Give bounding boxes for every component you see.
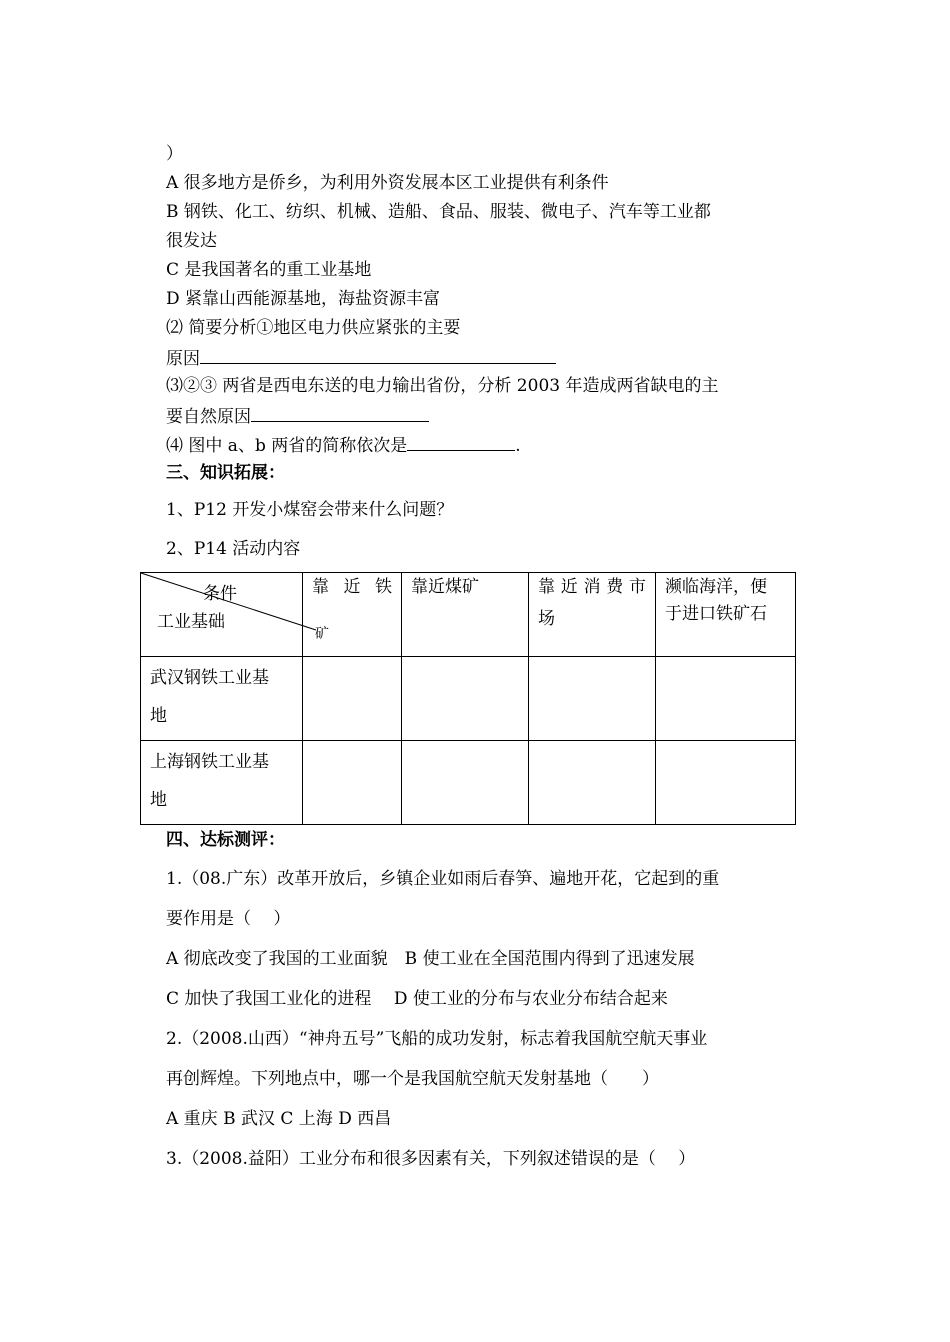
header-col3-text-a: 靠近消费市 bbox=[538, 577, 646, 597]
test-q2-line1: 2.（2008.山西）“神舟五号”飞船的成功发射，标志着我国航空航天事业 bbox=[166, 1029, 708, 1049]
question-2-label: 原因 bbox=[166, 349, 200, 369]
question-3-label: 要自然原因 bbox=[166, 407, 251, 427]
header-col2-text: 靠近煤矿 bbox=[411, 577, 479, 597]
option-a: A 很多地方是侨乡，为利用外资发展本区工业提供有利条件 bbox=[166, 173, 609, 193]
cell-shanghai-iron[interactable] bbox=[303, 741, 402, 825]
header-col-near-coal bbox=[402, 573, 529, 657]
answer-blank-3[interactable] bbox=[251, 405, 429, 422]
row-wuhan-text-a: 武汉钢铁工业基 bbox=[150, 668, 269, 688]
table-row-wuhan bbox=[141, 657, 796, 741]
section-4-heading: 四、达标测评： bbox=[166, 830, 285, 850]
header-col1-text: 靠近铁 bbox=[312, 577, 392, 597]
row-label-wuhan bbox=[141, 657, 303, 741]
header-col4-text-b: 于进口铁矿石 bbox=[665, 604, 767, 624]
question-4-label: ⑷ 图中 a、b 两省的简称依次是 bbox=[166, 436, 408, 456]
test-q1-line2: 要作用是（ ） bbox=[166, 909, 291, 929]
test-q1-options-ab: A 彻底改变了我国的工业面貌 B 使工业在全国范围内得到了迅速发展 bbox=[166, 949, 695, 969]
answer-blank-4[interactable] bbox=[407, 434, 515, 451]
header-industry-base: 工业基础 bbox=[157, 612, 225, 632]
row-shanghai-text-b: 地 bbox=[150, 790, 167, 810]
cell-shanghai-coal[interactable] bbox=[402, 741, 529, 825]
question-3-answer bbox=[166, 405, 429, 427]
row-shanghai-text-a: 上海钢铁工业基 bbox=[150, 752, 269, 772]
table-header-row bbox=[141, 573, 796, 657]
cell-wuhan-coal[interactable] bbox=[402, 657, 529, 741]
header-col-near-iron bbox=[303, 573, 402, 657]
test-q1-options-cd: C 加快了我国工业化的进程 D 使工业的分布与农业分布结合起来 bbox=[166, 989, 668, 1009]
header-col3-text-b: 场 bbox=[538, 609, 555, 629]
option-b: B 钢铁、化工、纺织、机械、造船、食品、服装、微电子、汽车等工业都 bbox=[166, 202, 711, 222]
cell-wuhan-iron[interactable] bbox=[303, 657, 402, 741]
cell-wuhan-coast[interactable] bbox=[656, 657, 796, 741]
test-q2-line2: 再创辉煌。下列地点中，哪一个是我国航空航天发射基地（ ） bbox=[166, 1069, 659, 1089]
answer-blank-2[interactable] bbox=[200, 347, 556, 364]
question-2-answer bbox=[166, 347, 556, 369]
header-col4-text-a: 濒临海洋，便 bbox=[665, 577, 767, 597]
row-label-shanghai bbox=[141, 741, 303, 825]
option-d: D 紧靠山西能源基地，海盐资源丰富 bbox=[166, 289, 441, 309]
table-row-shanghai bbox=[141, 741, 796, 825]
table-diagonal-header bbox=[141, 573, 329, 657]
test-q1-line1: 1.（08.广东）改革开放后，乡镇企业如雨后春笋、遍地开花，它起到的重 bbox=[166, 869, 720, 889]
header-col-coast bbox=[656, 573, 796, 657]
test-q3-line1: 3.（2008.益阳）工业分布和很多因素有关，下列叙述错误的是（ ） bbox=[166, 1149, 696, 1169]
option-c: C 是我国著名的重工业基地 bbox=[166, 260, 372, 280]
question-4 bbox=[166, 434, 521, 456]
header-condition: 条件 bbox=[203, 584, 237, 604]
steel-base-table bbox=[140, 572, 796, 825]
header-col-near-market bbox=[529, 573, 656, 657]
cell-shanghai-market[interactable] bbox=[529, 741, 656, 825]
test-q2-options: A 重庆 B 武汉 C 上海 D 西昌 bbox=[166, 1109, 392, 1129]
header-col1-overflow: 矿 bbox=[315, 626, 329, 642]
question-3: ⑶②③ 两省是西电东送的电力输出省份，分析 2003 年造成两省缺电的主 bbox=[166, 376, 719, 396]
extension-q1: 1、P12 开发小煤窑会带来什么问题？ bbox=[166, 500, 454, 520]
paren-close: ） bbox=[166, 144, 183, 164]
row-wuhan-text-b: 地 bbox=[150, 706, 167, 726]
cell-shanghai-coast[interactable] bbox=[656, 741, 796, 825]
cell-wuhan-market[interactable] bbox=[529, 657, 656, 741]
section-3-heading: 三、知识拓展： bbox=[166, 463, 285, 483]
question-4-period: . bbox=[515, 436, 521, 456]
question-2: ⑵ 简要分析①地区电力供应紧张的主要 bbox=[166, 318, 461, 338]
extension-q2: 2、P14 活动内容 bbox=[166, 539, 301, 559]
option-b-cont: 很发达 bbox=[166, 231, 217, 251]
